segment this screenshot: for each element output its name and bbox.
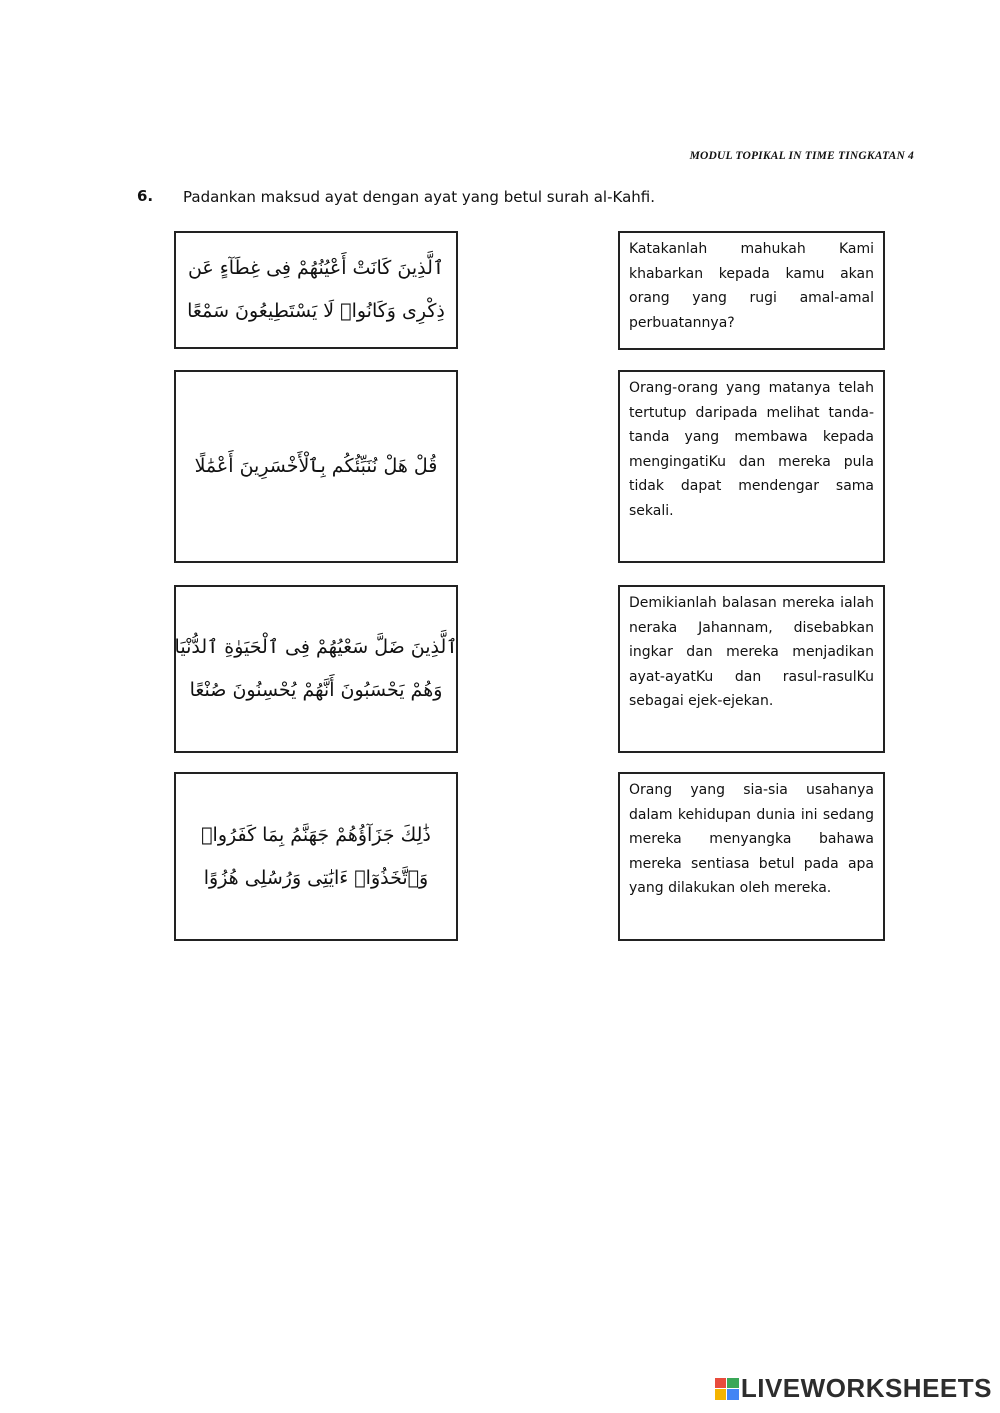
liveworksheets-logo [715, 1373, 992, 1404]
meaning-box-4[interactable]: Orang yang sia-sia usahanya dalam kehidupan dunia ini sedang mereka menyangka bahawa mereka sentiasa betul pada apa yang dilakukan oleh mereka. [618, 772, 885, 941]
arabic-verse-line: وَٱتَّخَذُوٓا۟ ءَايَٰتِى وَرُسُلِى هُزُوًا [203, 866, 429, 889]
arabic-verse-box-2[interactable] [174, 370, 458, 563]
meaning-box-3[interactable]: Demikianlah balasan mereka ialah neraka Jahannam, disebabkan ingkar dan mereka menjadikan ayat-ayatKu dan rasul-rasulKu sebagai ejek-ejekan. [618, 585, 885, 753]
arabic-verse-box-4[interactable] [174, 772, 458, 941]
arabic-verse-box-1[interactable] [174, 231, 458, 349]
question-number: 6. [137, 187, 154, 205]
arabic-verse-line: ذَٰلِكَ جَزَآؤُهُمْ جَهَنَّمُ بِمَا كَفَرُوا۟ [201, 823, 431, 846]
arabic-verse-line: قُلْ هَلْ نُنَبِّئُكُم بِٱلْأَخْسَرِينَ أَعْمَٰلًا [194, 455, 438, 477]
arabic-verse-line: ذِكْرِى وَكَانُوا۟ لَا يَسْتَطِيعُونَ سَمْعًا [187, 300, 445, 322]
arabic-verse-box-3[interactable] [174, 585, 458, 753]
module-header: MODUL TOPIKAL IN TIME TINGKATAN 4 [689, 150, 914, 162]
meaning-box-1[interactable]: Katakanlah mahukah Kami khabarkan kepada kamu akan orang yang rugi amal-amal perbuatannya? [618, 231, 885, 350]
arabic-verse-line: ٱلَّذِينَ كَانَتْ أَعْيُنُهُمْ فِى غِطَآءٍ عَن [187, 257, 445, 279]
arabic-verse-line: وَهُمْ يَحْسَبُونَ أَنَّهُمْ يُحْسِنُونَ صُنْعًا [189, 679, 443, 701]
meaning-box-2[interactable]: Orang-orang yang matanya telah tertutup daripada melihat tanda-tanda yang membawa kepada mengingatiKu dan mereka pula tidak dapat mendengar sama sekali. [618, 370, 885, 563]
liveworksheets-logo-text: LIVEWORKSHEETS [740, 1373, 992, 1403]
question-instruction: Padankan maksud ayat dengan ayat yang betul surah al-Kahfi. [183, 188, 655, 206]
liveworksheets-logo-icon [715, 1378, 739, 1400]
arabic-verse-line: ٱلَّذِينَ ضَلَّ سَعْيُهُمْ فِى ٱلْحَيَوٰةِ ٱلدُّنْيَا [174, 636, 458, 658]
